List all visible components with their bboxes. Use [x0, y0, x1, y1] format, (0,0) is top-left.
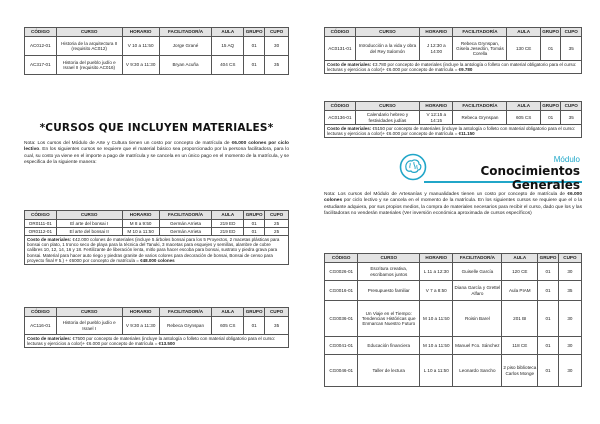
column-header: CUPO	[265, 28, 289, 37]
column-header: AULA	[502, 254, 538, 263]
table-conocimientos-generales	[324, 253, 582, 387]
table-cell: CG0026-01	[325, 263, 358, 281]
cost-text: ¢3.780 por concepto de materiales (incluye la antología o folleto con material obligatorio para el curso: lecturas y ejercicios a color)+ ¢6.000 por concepto de matrícula =	[327, 62, 577, 73]
table-cell: 2 piso biblioteca Carlos Monge	[502, 355, 538, 387]
column-header: FACILITADOR/A	[159, 308, 212, 317]
cost-materials-historia	[25, 335, 289, 348]
table-cell: Historia de la arquitectura II (requisito AC012)	[56, 37, 122, 56]
table-cell: Roisin Barel	[453, 301, 502, 337]
table-cell: Aula PIAM	[502, 281, 538, 301]
note-arte-cultura	[24, 141, 289, 167]
table-row	[325, 37, 582, 61]
cost-label: Costo de materiales:	[27, 336, 72, 341]
table-cell: 35	[265, 56, 289, 75]
column-header: CUPO	[561, 102, 582, 111]
column-header: CURSO	[358, 254, 420, 263]
table-cell: Historia del pueblo judío e Israel I	[56, 317, 122, 335]
table-cell: 35	[561, 37, 582, 61]
table-cell: AC012-01	[25, 37, 57, 56]
table-cell: Diana García y Grettel Alfaro	[453, 281, 502, 301]
table-cell: M 10 a 11:50	[420, 301, 453, 337]
table-cell: Introducción a la vida y obra del Rey Salomón	[355, 37, 419, 61]
column-header: CURSO	[355, 102, 419, 111]
table-cell: 605 CS	[212, 317, 244, 335]
table-cell: 01	[244, 220, 265, 228]
table-cell: V 9:30 a 11:30	[122, 317, 159, 335]
column-header: CÓDIGO	[25, 308, 57, 317]
column-header: AULA	[507, 102, 540, 111]
table-calendario	[324, 101, 582, 138]
cost-materials-calendario	[325, 125, 582, 138]
table-cell: M 8 a 9:50	[122, 220, 159, 228]
table-cell: Rebeca Grynspan	[453, 111, 507, 125]
column-header: FACILITADOR/A	[453, 254, 502, 263]
note-artesanias	[324, 192, 582, 218]
table-cell: 30	[558, 263, 581, 281]
table-cell: 30	[558, 337, 581, 355]
table-cell: 35	[558, 281, 581, 301]
cost-text: ¢7500 por concepto de materiales (incluye la antología o folleto con material obligatorio para el curso: lecturas y ejercicios a color)+ ¢6.000 por concepto de matrícula =	[27, 336, 276, 347]
column-header: CURSO	[56, 211, 122, 220]
table-header	[25, 211, 289, 220]
table-cell: 01	[540, 111, 561, 125]
table-cell: AC0136-01	[325, 111, 356, 125]
table-cell: L 10 a 11:50	[420, 355, 453, 387]
column-header: HORARIO	[420, 254, 453, 263]
note-amount: ¢6.000 colones	[324, 192, 582, 204]
table-cell: El arte del bonsai I	[56, 220, 122, 228]
table-cell: 30	[558, 301, 581, 337]
table-cell: Guiselle García	[453, 263, 502, 281]
table-cell: Manuel Fco. Sánchez	[453, 337, 502, 355]
cost-label: Costo de materiales:	[327, 126, 372, 131]
table-cell: Calendario hebreo y festividades judías	[355, 111, 419, 125]
table-row	[325, 355, 582, 387]
column-header: CÓDIGO	[325, 28, 356, 37]
table-cell: 35	[561, 111, 582, 125]
materials-heading: *CURSOS QUE INCLUYEN MATERIALES*	[39, 122, 274, 134]
column-header: GRUPO	[244, 308, 265, 317]
table-row	[25, 220, 289, 228]
column-header: FACILITADOR/A	[453, 28, 507, 37]
cost-total: ¢9.780	[458, 67, 473, 73]
column-header: CUPO	[265, 211, 289, 220]
table-cell: El arte del bonsai II	[56, 228, 122, 236]
brain-icon	[398, 153, 428, 181]
cost-materials-bonsai	[25, 236, 289, 265]
module-label: Módulo	[553, 155, 580, 164]
column-header: HORARIO	[122, 28, 159, 37]
table-cell: V 10 a 11:50	[122, 37, 159, 56]
table-cell: 01	[538, 263, 559, 281]
table-cell: 01	[538, 337, 559, 355]
cost-total: ¢48.000 colones	[138, 257, 175, 263]
table-cell: V 12:15 a 14:15	[420, 111, 453, 125]
table-header	[325, 28, 582, 37]
column-header: GRUPO	[244, 211, 265, 220]
table-row	[325, 337, 582, 355]
table-cell: L 11 a 12:30	[420, 263, 453, 281]
table-cell: 219 ED	[212, 228, 244, 236]
table-cell: 01	[244, 37, 265, 56]
column-header: HORARIO	[122, 308, 159, 317]
note-suffix: . En los siguientes cursos se requiere que el material básico sea proporcionado por la persona facilitadora, para lo cual, su costo ya viene en el importe a pago de matrícula y se cancela en un único pago en el momento de la matrícula, y se especifica de la siguiente manera:	[24, 147, 289, 166]
column-header: AULA	[212, 308, 244, 317]
table-cell: M 10 a 11:50	[122, 228, 159, 236]
table-cell: OR0111-01	[25, 220, 57, 228]
table-cell: 01	[538, 355, 559, 387]
column-header: AULA	[507, 28, 540, 37]
table-bonsai	[24, 210, 289, 265]
column-header: CUPO	[265, 308, 289, 317]
table-cell: Escritura creativa, escribamos juntos	[358, 263, 420, 281]
table-cell: 605 CS	[507, 111, 540, 125]
column-header: CÓDIGO	[25, 28, 57, 37]
table-row	[25, 56, 289, 75]
table-row	[325, 281, 582, 301]
table-header	[325, 254, 582, 263]
column-header: CÓDIGO	[325, 102, 356, 111]
table-cell: AC317-01	[25, 56, 57, 75]
table-cell: 01	[538, 281, 559, 301]
column-header: GRUPO	[538, 254, 559, 263]
column-header: FACILITADOR/A	[159, 28, 212, 37]
column-header: CURSO	[56, 28, 122, 37]
table-cell: 01	[244, 228, 265, 236]
table-header	[25, 308, 289, 317]
table-cell: M 10 a 11:50	[420, 337, 453, 355]
table-cell: AC116-01	[25, 317, 57, 335]
note-prefix: Nota: Los cursos del Módulo de Arte y Cultura tienen un costo por concepto de matrícula de	[24, 141, 232, 146]
table-cell: Germán Arrieta	[159, 228, 212, 236]
column-header: GRUPO	[244, 28, 265, 37]
note-prefix: Nota: Los cursos del Módulo de Artesanías y manualidades tienen un costo por concepto de matrícula de	[324, 192, 568, 197]
column-header: HORARIO	[420, 28, 453, 37]
table-row	[325, 263, 582, 281]
table-cell: 130 CE	[507, 37, 540, 61]
table-cell: Rebeca Grynspan, Gisela Jesedón, Tomás Corella	[453, 37, 507, 61]
column-header: AULA	[212, 28, 244, 37]
column-header: CÓDIGO	[325, 254, 358, 263]
column-header: CURSO	[355, 28, 419, 37]
table-cell: Presupuesto familiar	[358, 281, 420, 301]
column-header: AULA	[212, 211, 244, 220]
cost-total: ¢11.150	[458, 131, 475, 137]
table-cell: 120 CE	[502, 263, 538, 281]
table-cell: 01	[540, 37, 561, 61]
module-title: Conocimientos Generales	[480, 164, 580, 192]
table-historia-judio	[24, 307, 289, 348]
table-cell: 219 ED	[212, 220, 244, 228]
table-cell: OR0112-01	[25, 228, 57, 236]
table-cell: Rebeca Grynspan	[159, 317, 212, 335]
table-cell: CG0036-01	[325, 301, 358, 337]
cost-text: ¢42.000 colones de materiales (incluye 5 árboles bonsai para los 5 Proyectos, 2 macetas plásticas para bonsai con plato, 1 tronco seco de playa para la técnica del Tanuki, 3 macetas para esquejes y semillas, alambre de cobre calibres 10, 12, 14, 16 y 18. Fertilizante de liberación lenta, mitlo para hacer escoba para bonsai, sustrato y piedra grava para bonsai. Material para hacer auto riego y piedras granite de varios colores para decoración de bonsai, Bonsai de censo para proyecto final # 5.) + ¢6000 por concepto de matrícula =	[27, 237, 280, 263]
column-header: GRUPO	[540, 28, 561, 37]
note-suffix: por ciclo lectivo y se cancela en el momento de la matrícula. En los siguientes cursos se requiere que el o la estudiante adquiera, por sus propios medios, la compra de materiales necesarios para recibir el curso, dado que los y las facilitadoras no venderán materiales (Ver inversión económica aproximada de cursos específicos)	[324, 198, 582, 217]
column-header: HORARIO	[122, 211, 159, 220]
table-cell: 15 AQ	[212, 37, 244, 56]
cost-label: Costo de materiales:	[327, 62, 372, 67]
table-row	[25, 228, 289, 236]
table-cell: 01	[244, 56, 265, 75]
column-header: HORARIO	[420, 102, 453, 111]
table-cell: CG0046-01	[325, 355, 358, 387]
table-cell: 404 CS	[212, 56, 244, 75]
column-header: FACILITADOR/A	[453, 102, 507, 111]
cost-total: ¢13.500	[158, 341, 175, 347]
note-amount: ¢6.000 colones por ciclo lectivo	[24, 141, 289, 153]
table-cell: Leonardo Sancho	[453, 355, 502, 387]
table-cell: 118 CE	[502, 337, 538, 355]
table-cell: V 7 a 8:50	[420, 281, 453, 301]
table-cell: CG0041-01	[325, 337, 358, 355]
table-cell: 01	[244, 317, 265, 335]
table-cell: 25	[265, 228, 289, 236]
table-cell: 201 BI	[502, 301, 538, 337]
table-row	[325, 301, 582, 337]
table-cell: CG0016-01	[325, 281, 358, 301]
table-cell: Taller de lectura	[358, 355, 420, 387]
cost-text: ¢5150 por concepto de materiales (incluye la antología o folleto con material obligatorio para el curso: lecturas y ejercicios a color)+ ¢6.000 por concepto de matrícula =	[327, 126, 576, 137]
table-header	[25, 28, 289, 37]
column-header: CURSO	[56, 308, 122, 317]
column-header: CUPO	[558, 254, 581, 263]
table-1	[24, 27, 289, 75]
table-row	[25, 317, 289, 335]
table-cell: 30	[265, 37, 289, 56]
table-cell: Un Viaje en el Tiempo: Tendencias Históricas que Enmarcan Nuestro Futuro	[358, 301, 420, 337]
table-cell: Germán Arrieta	[159, 220, 212, 228]
table-cell: Educación financiera	[358, 337, 420, 355]
cost-materials-salomon	[325, 61, 582, 74]
table-cell: J 12:30 a 14:00	[420, 37, 453, 61]
table-salomon	[324, 27, 582, 74]
table-cell: 25	[265, 220, 289, 228]
column-header: CUPO	[561, 28, 582, 37]
table-cell: 01	[538, 301, 559, 337]
table-cell: AC0131-01	[325, 37, 356, 61]
column-header: GRUPO	[540, 102, 561, 111]
table-cell: V 9:30 a 11:30	[122, 56, 159, 75]
cost-label: Costo de materiales:	[27, 237, 72, 242]
table-cell: Historia del pueblo judío e Israel II (requisito AC016)	[56, 56, 122, 75]
table-cell: 35	[265, 317, 289, 335]
table-cell: Bryan Acuña	[159, 56, 212, 75]
table-row	[25, 37, 289, 56]
table-row	[325, 111, 582, 125]
table-cell: 30	[558, 355, 581, 387]
column-header: CÓDIGO	[25, 211, 57, 220]
table-header	[325, 102, 582, 111]
table-cell: Jorge Grané	[159, 37, 212, 56]
column-header: FACILITADOR/A	[159, 211, 212, 220]
